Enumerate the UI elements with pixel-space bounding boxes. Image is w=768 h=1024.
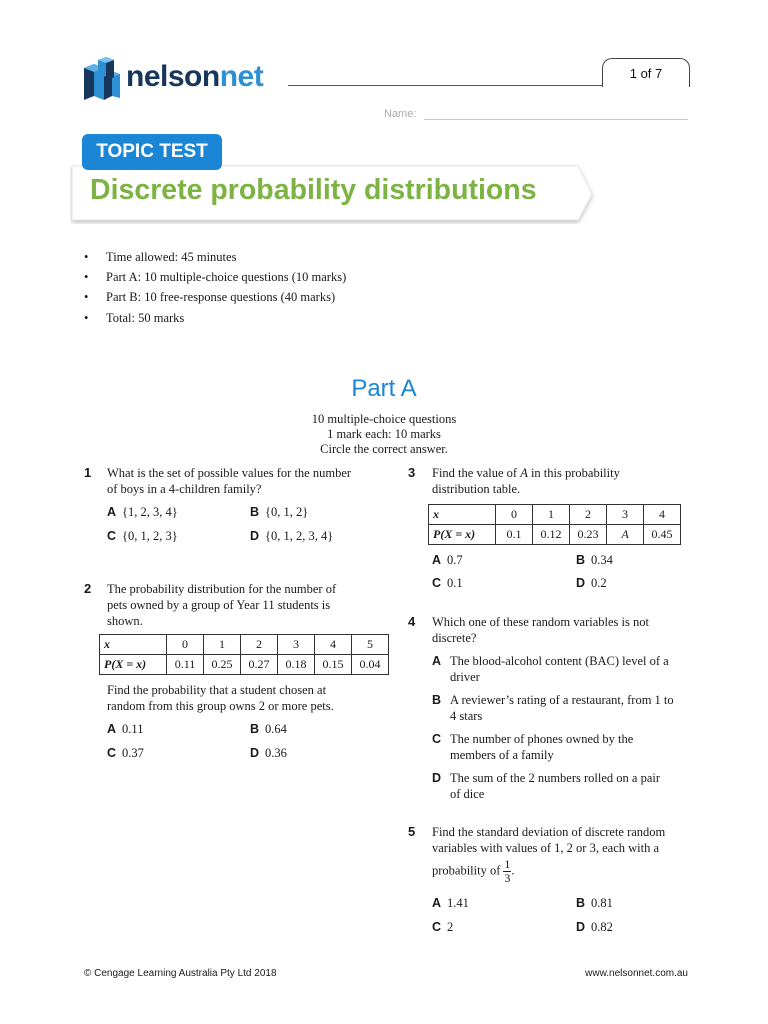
answer-option[interactable]: D 0.2	[576, 576, 607, 590]
brand-part2: net	[219, 60, 264, 93]
fraction: $\frac{1}{3}$	[504, 857, 511, 885]
table-cell: 0.25	[204, 655, 241, 675]
table-cell: x	[100, 635, 167, 655]
question-text: Find the value of A in this probability distribution table.	[432, 466, 620, 496]
copyright-notice: © Cengage Learning Australia Pty Ltd 2018	[84, 968, 277, 979]
probability-table	[428, 504, 681, 545]
question-number: 3	[408, 465, 416, 480]
question-number: 4	[408, 614, 416, 629]
answer-option[interactable]: B 0.34	[576, 553, 613, 567]
page-title: Discrete probability distributions	[90, 174, 537, 206]
table-cell: 0.23	[570, 525, 607, 545]
answer-option[interactable]: C 2	[432, 920, 454, 934]
answer-option[interactable]: C 0.1	[432, 576, 463, 590]
answer-option[interactable]: B 0.81	[576, 896, 613, 910]
answer-option[interactable]: A {1, 2, 3, 4}	[107, 505, 178, 519]
footer-url-link[interactable]: www.nelsonnet.com.au	[585, 968, 688, 979]
brand-wordmark	[126, 60, 263, 94]
table-row	[429, 505, 681, 525]
part-intro-line: 10 multiple-choice questions	[311, 412, 457, 426]
answer-option[interactable]: D 0.82	[576, 920, 613, 934]
brand-part1: nelson	[126, 60, 220, 93]
part-intro-line: Circle the correct answer.	[320, 442, 448, 456]
question-text: Which one of these random variables is not discrete?	[432, 615, 649, 645]
answer-option[interactable]: C {0, 1, 2, 3}	[107, 529, 178, 543]
table-cell: 0.12	[533, 525, 570, 545]
answer-option[interactable]: B A reviewer’s rating of a restaurant, from 1 to 4 stars	[432, 693, 674, 723]
bullet-icon: •	[84, 270, 89, 284]
answer-option[interactable]: D 0.36	[250, 746, 287, 760]
table-cell: 3	[278, 635, 315, 655]
question-number: 1	[84, 465, 92, 480]
table-cell: 4	[315, 635, 352, 655]
answer-option[interactable]: A 0.7	[432, 553, 463, 567]
question-prompt: Find the probability that a student chosen at random from this group owns 2 or more pets.	[107, 683, 334, 713]
table-cell: 2	[241, 635, 278, 655]
answer-option[interactable]: A 1.41	[432, 896, 469, 910]
table-cell: 0.27	[241, 655, 278, 675]
answer-option[interactable]: C 0.37	[107, 746, 144, 760]
question-number: 5	[408, 824, 416, 839]
table-cell: 0.18	[278, 655, 315, 675]
table-cell: 1	[204, 635, 241, 655]
answer-option[interactable]: C The number of phones owned by the members of a family	[432, 732, 634, 762]
table-cell: 1	[533, 505, 570, 525]
topic-badge: TOPIC TEST	[82, 134, 222, 170]
table-cell: x	[429, 505, 496, 525]
table-cell: 4	[644, 505, 681, 525]
table-row	[100, 635, 389, 655]
table-cell: 5	[352, 635, 389, 655]
part-heading: Part A	[351, 375, 417, 402]
bullet-icon: •	[84, 250, 89, 264]
question-number: 2	[84, 581, 92, 596]
question-text: The probability distribution for the number of pets owned by a group of Year 11 students is shown.	[107, 582, 337, 628]
table-cell: 2	[570, 505, 607, 525]
table-row	[429, 525, 681, 545]
answer-option[interactable]: D The sum of the 2 numbers rolled on a pair of dice	[432, 771, 661, 801]
name-label: Name:	[384, 108, 417, 120]
table-cell: A	[607, 525, 644, 545]
answer-option[interactable]: B {0, 1, 2}	[250, 505, 309, 519]
table-cell: 0.04	[352, 655, 389, 675]
question-text: Find the standard deviation of discrete random variables with values of 1, 2 or 3, each with a probability of $\frac{1}{3}$ .	[432, 825, 666, 885]
table-cell: 0	[496, 505, 533, 525]
name-field[interactable]	[424, 119, 688, 120]
table-cell: 0.45	[644, 525, 681, 545]
bullet-icon: •	[84, 311, 89, 325]
answer-option[interactable]: A The blood-alcohol content (BAC) level of a driver	[432, 654, 669, 684]
page-indicator: 1 of 7	[602, 58, 690, 87]
table-cell: P(X = x)	[429, 525, 496, 545]
table-cell: 3	[607, 505, 644, 525]
table-row	[100, 655, 389, 675]
bullet-icon: •	[84, 290, 89, 304]
answer-option[interactable]: B 0.64	[250, 722, 287, 736]
probability-table	[99, 634, 389, 675]
table-cell: P(X = x)	[100, 655, 167, 675]
table-cell: 0.11	[167, 655, 204, 675]
answer-option[interactable]: A 0.11	[107, 722, 144, 736]
table-cell: 0.1	[496, 525, 533, 545]
question-text: What is the set of possible values for the number of boys in a 4-children family?	[107, 466, 352, 496]
table-cell: 0.15	[315, 655, 352, 675]
table-cell: 0	[167, 635, 204, 655]
answer-option[interactable]: D {0, 1, 2, 3, 4}	[250, 529, 334, 543]
part-intro-line: 1 mark each: 10 marks	[327, 427, 441, 441]
